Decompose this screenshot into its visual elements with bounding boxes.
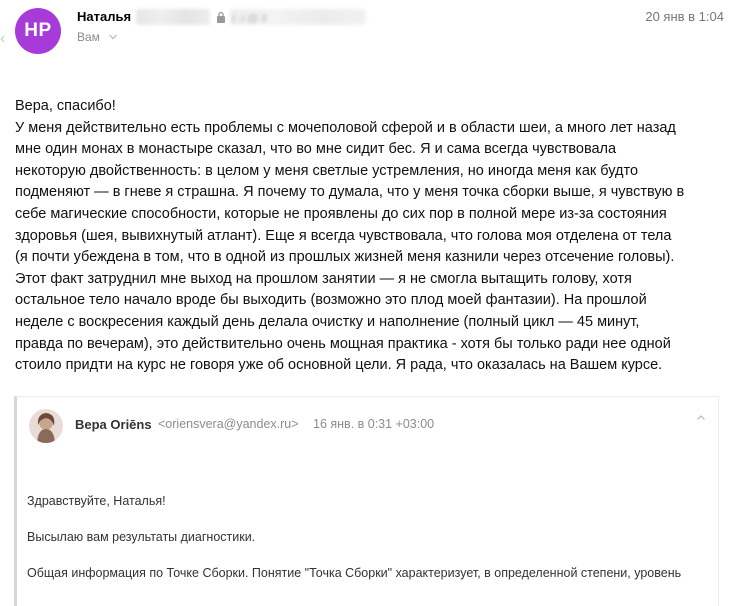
quoted-sender-name[interactable]: Вера Oriēns <box>75 417 152 432</box>
message-line: некоторую двойственность: в целом у меня светлые устремления, но иногда меня как будто <box>15 162 639 179</box>
message-line: неделе с воскресения каждый день делала очистку и наполнение (полный цикл — 45 минут, <box>15 313 640 330</box>
quoted-line: Высылаю вам результаты диагностики. <box>27 530 256 544</box>
quoted-sender-avatar <box>29 409 63 443</box>
message-line: У меня действительно есть проблемы с мочеполовой сферой и в области шеи, а много лет назад <box>15 119 676 136</box>
message-line: подменяют — в гневе я страшна. Я почему то думала, что у меня точка сборки выше, я чувствую в <box>15 184 685 201</box>
collapse-thread-icon[interactable]: ‹ <box>0 30 6 47</box>
lock-icon <box>216 11 226 23</box>
message-line: правда по вечерам), это действительно очень мощная практика - хотя бы только ради нее одной <box>15 335 671 352</box>
message-line: остальное тело начало вроде бы выходить (возможно это плод моей фантазии). На прошлой <box>15 292 647 309</box>
quoted-message <box>14 396 719 606</box>
quoted-body <box>27 493 717 601</box>
avatar-initials: HP <box>24 20 52 41</box>
message-line: себе магические способности, которые не проявлены до сих пор в полной мере из-за состояния <box>15 205 667 222</box>
recipient-label[interactable]: Вам <box>77 30 100 44</box>
chevron-down-icon[interactable] <box>108 32 118 42</box>
quoted-line: Общая информация по Точке Сборки. Понятие "Точка Сборки" характеризует, в определенной степени, уровень <box>27 566 682 580</box>
message-line: стоило придти на курс не говоря уже об основной цели. Я рада, что оказалась на Вашем курсе. <box>15 357 663 374</box>
message-line: Вера, спасибо! <box>15 98 116 114</box>
message-line: здоровья (шея, вывихнутый атлант). Еще я всегда чувствовала, что голова моя отделена от тела <box>15 227 672 244</box>
sender-avatar <box>15 8 61 54</box>
message-date: 20 янв в 1:04 <box>645 9 724 24</box>
message-body <box>15 96 721 377</box>
message-line: (я почти убеждена в том, что в одной из прошлых жизней меня казнили через отсечение головы). <box>15 249 675 266</box>
quoted-sender-email[interactable]: <oriensvera@yandex.ru> <box>158 417 299 431</box>
sender-name[interactable]: Наталья <box>77 9 132 24</box>
message-line: мне один монах в монастыре сказал, что во мне сидит бес. Я и сама всегда чувствовала <box>15 141 617 158</box>
message-line: Этот факт затруднил мне выход на прошлом занятии — я не смогла вытащить голову, хотя <box>15 270 632 287</box>
redacted-email: r .i @ il <box>230 9 366 25</box>
redacted-surname <box>136 9 210 25</box>
quoted-line: Здравствуйте, Наталья! <box>27 494 166 508</box>
chevron-up-icon[interactable] <box>696 413 706 423</box>
quoted-date: 16 янв. в 0:31 +03:00 <box>313 417 435 431</box>
